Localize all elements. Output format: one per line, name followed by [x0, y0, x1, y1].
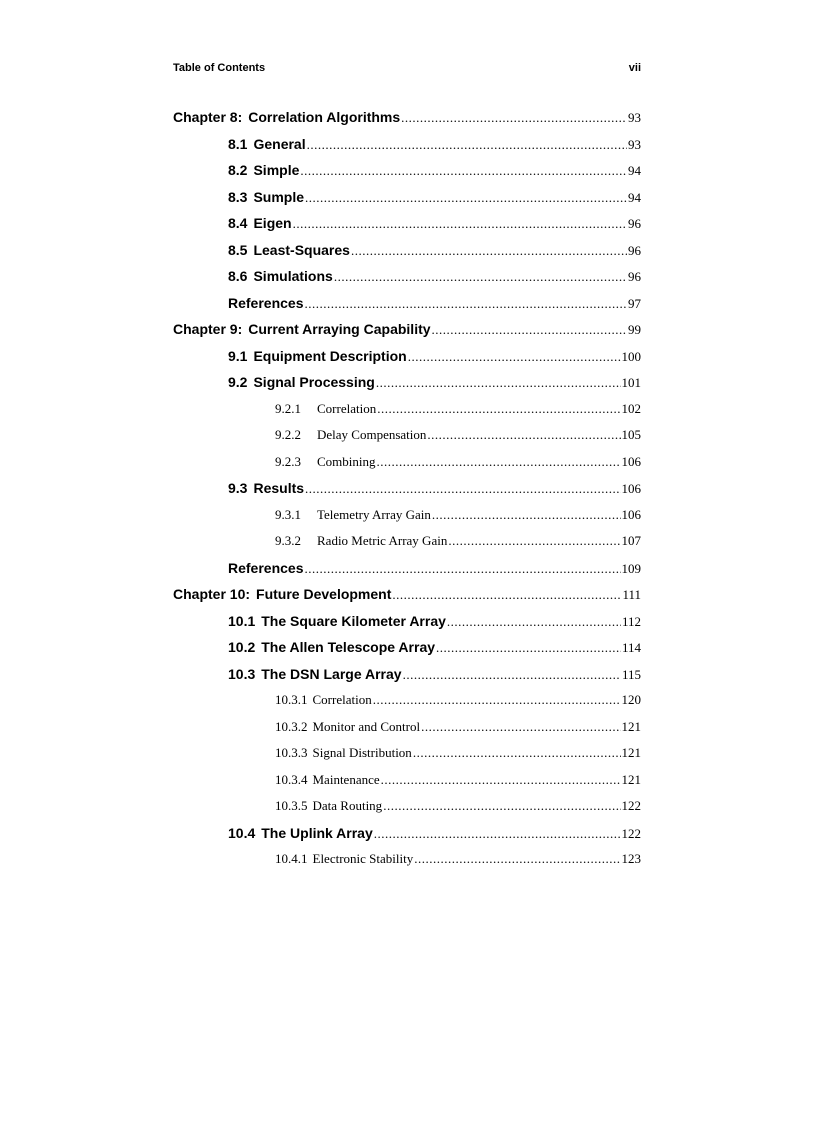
- toc-entry-number: 8.2: [228, 162, 248, 178]
- toc-entry-title: The DSN Large Array: [261, 665, 402, 682]
- toc-entry-label: [228, 136, 306, 152]
- toc-entry-title: Eigen: [253, 215, 292, 231]
- toc-section-entry[interactable]: [173, 613, 641, 640]
- dot-leader: [300, 163, 627, 179]
- toc-entry-title: The Allen Telescope Array: [261, 639, 436, 655]
- toc-page-number: 97: [628, 295, 641, 311]
- toc-entry-number: 9.2.2: [275, 427, 301, 442]
- dot-leader: [383, 798, 620, 814]
- dot-leader: [381, 772, 621, 788]
- toc-entry-number: 9.3.1: [275, 506, 301, 522]
- toc-entry-title: Least-Squares: [253, 241, 350, 258]
- dot-leader: [334, 269, 627, 285]
- toc-entry-title: Simple: [253, 162, 300, 178]
- dot-leader: [305, 190, 627, 206]
- toc-entry-label: [228, 162, 299, 178]
- toc-entry-label: [228, 189, 304, 205]
- dot-leader: [401, 110, 627, 126]
- toc-entry-label: [275, 507, 431, 523]
- toc-entry-number: 10.1: [228, 612, 256, 629]
- toc-subsection-entry[interactable]: [173, 454, 641, 481]
- toc-subsection-entry[interactable]: [173, 427, 641, 454]
- toc-entry-number: Chapter 10:: [173, 586, 251, 602]
- toc-entry-label: [275, 401, 376, 417]
- toc-entry-title: Radio Metric Array Gain: [317, 533, 448, 548]
- toc-chapter-entry[interactable]: [173, 321, 641, 348]
- dot-leader: [305, 481, 620, 497]
- dot-leader: [307, 137, 627, 153]
- dot-leader: [413, 745, 621, 761]
- toc-section-entry[interactable]: [173, 215, 641, 242]
- toc-entry-title: Data Routing: [312, 798, 383, 813]
- toc-subsection-entry[interactable]: [173, 798, 641, 825]
- dot-leader: [377, 454, 621, 470]
- toc-page-number: 94: [628, 163, 641, 178]
- toc-subsection-entry[interactable]: [173, 401, 641, 428]
- toc-entry-number: 10.3.1: [275, 692, 308, 707]
- dot-leader: [377, 401, 620, 417]
- toc-entry-label: [275, 745, 412, 761]
- toc-entry-label: [275, 427, 426, 443]
- dot-leader: [305, 296, 628, 312]
- toc-page-number: 93: [628, 136, 641, 152]
- toc-page-number: 96: [628, 216, 641, 231]
- toc-section-entry[interactable]: [173, 242, 641, 269]
- toc-entry-title: Signal Processing: [253, 374, 375, 390]
- toc-entry-number: 8.6: [228, 268, 248, 284]
- dot-leader: [351, 243, 627, 259]
- toc-entry-label: [228, 348, 407, 364]
- toc-entry-title: Telemetry Array Gain: [317, 506, 431, 522]
- toc-entry-title: Delay Compensation: [317, 427, 427, 442]
- toc-entry-number: 8.4: [228, 215, 248, 231]
- toc-entry-title: The Uplink Array: [261, 824, 373, 841]
- toc-entry-title: Correlation: [312, 692, 372, 707]
- toc-entry-label: [228, 560, 304, 576]
- toc-section-entry[interactable]: [173, 825, 641, 852]
- toc-entry-title: Correlation Algorithms: [248, 109, 401, 125]
- toc-entry-label: [228, 666, 402, 682]
- toc-page-number: 102: [621, 400, 641, 416]
- toc-entry-label: [173, 109, 400, 125]
- toc-page-number: 121: [621, 718, 641, 734]
- toc-subsection-entry[interactable]: [173, 507, 641, 534]
- toc-entry-label: [275, 798, 382, 814]
- toc-entry-number: 9.2: [228, 374, 248, 390]
- toc-subsection-entry[interactable]: [173, 745, 641, 772]
- toc-entry-title: Future Development: [256, 586, 392, 602]
- toc-entry-title: Equipment Description: [253, 347, 407, 364]
- toc-page-number: 101: [621, 375, 641, 390]
- toc-entry-label: [173, 586, 391, 602]
- toc-entry-label: [275, 851, 413, 867]
- toc-page-number: 99: [628, 322, 641, 337]
- toc-page-number: 109: [621, 560, 641, 576]
- toc-entry-number: 8.5: [228, 241, 248, 258]
- toc-entry-label: [228, 295, 304, 311]
- toc-section-entry[interactable]: [173, 666, 641, 693]
- toc-entry-number: 10.3.2: [275, 718, 308, 734]
- toc-entry-title: Results: [253, 480, 305, 496]
- toc-section-entry[interactable]: [173, 348, 641, 375]
- dot-leader: [373, 692, 621, 708]
- toc-section-entry[interactable]: [173, 295, 641, 322]
- toc-entry-title: Current Arraying Capability: [248, 321, 431, 337]
- toc-entry-number: 10.3.3: [275, 745, 308, 760]
- toc-page-number: 122: [621, 825, 641, 841]
- toc-page-number: 107: [621, 533, 641, 548]
- running-header: [173, 62, 641, 74]
- toc-page-number: 96: [628, 269, 641, 284]
- toc-entry-number: 10.4: [228, 824, 256, 841]
- dot-leader: [374, 826, 621, 842]
- toc-entry-label: [275, 692, 372, 708]
- toc-entry-number: Chapter 9:: [173, 321, 243, 337]
- toc-entry-number: 8.1: [228, 135, 248, 152]
- toc-chapter-entry[interactable]: [173, 109, 641, 136]
- toc-entry-label: [228, 825, 373, 841]
- toc-entry-number: 9.2.3: [275, 453, 301, 469]
- toc-section-entry[interactable]: [173, 374, 641, 401]
- dot-leader: [447, 614, 621, 630]
- dot-leader: [305, 561, 621, 577]
- toc-entry-title: Signal Distribution: [312, 745, 412, 760]
- toc-entry-title: Sumple: [253, 188, 305, 205]
- dot-leader: [293, 216, 627, 232]
- toc-entry-number: 10.3: [228, 665, 256, 682]
- dot-leader: [432, 507, 621, 523]
- toc-entry-label: [275, 719, 420, 735]
- toc-page-number: 100: [621, 348, 641, 364]
- toc-entry-title: Monitor and Control: [312, 718, 421, 734]
- toc-page-number: 106: [621, 481, 641, 496]
- toc-page-number: 106: [621, 453, 641, 469]
- dot-leader: [403, 667, 621, 683]
- toc-entry-label: [275, 772, 380, 788]
- dot-leader: [436, 640, 621, 656]
- toc-page-number: 121: [621, 771, 641, 787]
- toc-chapter-entry[interactable]: [173, 586, 641, 613]
- dot-leader: [448, 533, 620, 549]
- toc-section-entry[interactable]: [173, 162, 641, 189]
- toc-entry-label: [228, 268, 333, 284]
- toc-entry-label: [173, 321, 431, 337]
- toc-subsection-entry[interactable]: [173, 851, 641, 878]
- dot-leader: [392, 587, 621, 603]
- toc-page-number: 123: [621, 851, 641, 866]
- toc-entry-title: Combining: [317, 453, 376, 469]
- toc-page-number: 93: [628, 110, 641, 125]
- toc-subsection-entry[interactable]: [173, 533, 641, 560]
- toc-page-number: 96: [628, 242, 641, 258]
- dot-leader: [408, 349, 621, 365]
- toc-page-number: 111: [622, 587, 641, 602]
- toc-entry-label: [228, 480, 304, 496]
- toc-entry-number: 9.3.2: [275, 533, 301, 548]
- toc-entry-title: References: [228, 559, 304, 576]
- toc-subsection-entry[interactable]: [173, 692, 641, 719]
- dot-leader: [376, 375, 621, 391]
- dot-leader: [421, 719, 620, 735]
- toc-entry-label: [228, 613, 446, 629]
- toc-entry-label: [275, 533, 447, 549]
- toc-page-number: 106: [621, 506, 641, 522]
- toc-entry-label: [275, 454, 376, 470]
- toc-page-number: 105: [621, 427, 641, 442]
- toc-section-entry[interactable]: [173, 480, 641, 507]
- toc-page-number: 112: [621, 613, 641, 629]
- toc-section-entry[interactable]: [173, 560, 641, 587]
- toc-entry-label: [228, 374, 375, 390]
- toc-entry-number: 9.2.1: [275, 400, 301, 416]
- toc-entry-title: General: [253, 135, 306, 152]
- toc-subsection-entry[interactable]: [173, 719, 641, 746]
- toc-page-number: 115: [621, 666, 641, 682]
- toc-entry-number: 10.3.5: [275, 798, 308, 813]
- toc-page-number: 120: [621, 692, 641, 707]
- toc-entry-number: 9.3: [228, 480, 248, 496]
- toc-entry-number: 10.4.1: [275, 851, 308, 866]
- dot-leader: [427, 427, 620, 443]
- toc-entry-number: 8.3: [228, 188, 248, 205]
- toc-entry-number: 10.3.4: [275, 771, 308, 787]
- toc-section-entry[interactable]: [173, 639, 641, 666]
- table-of-contents: [173, 109, 641, 878]
- header-title: Table of Contents: [173, 62, 266, 74]
- toc-entry-number: Chapter 8:: [173, 109, 243, 125]
- dot-leader: [414, 851, 620, 867]
- toc-entry-label: [228, 639, 435, 655]
- dot-leader: [432, 322, 627, 338]
- toc-section-entry[interactable]: [173, 136, 641, 163]
- toc-section-entry[interactable]: [173, 189, 641, 216]
- toc-entry-label: [228, 215, 292, 231]
- toc-entry-title: References: [228, 294, 304, 311]
- toc-section-entry[interactable]: [173, 268, 641, 295]
- toc-page-number: 121: [621, 745, 641, 760]
- toc-entry-title: The Square Kilometer Array: [261, 612, 446, 629]
- toc-page-number: 122: [621, 798, 641, 813]
- toc-entry-number: 10.2: [228, 639, 256, 655]
- toc-entry-label: [228, 242, 350, 258]
- toc-entry-title: Electronic Stability: [312, 851, 414, 866]
- toc-page-number: 114: [621, 640, 641, 655]
- toc-entry-number: 9.1: [228, 347, 248, 364]
- toc-page-number: 94: [628, 189, 641, 205]
- toc-entry-title: Correlation: [317, 400, 377, 416]
- toc-subsection-entry[interactable]: [173, 772, 641, 799]
- toc-entry-title: Maintenance: [312, 771, 380, 787]
- header-page-number: vii: [628, 62, 641, 74]
- toc-entry-title: Simulations: [253, 268, 333, 284]
